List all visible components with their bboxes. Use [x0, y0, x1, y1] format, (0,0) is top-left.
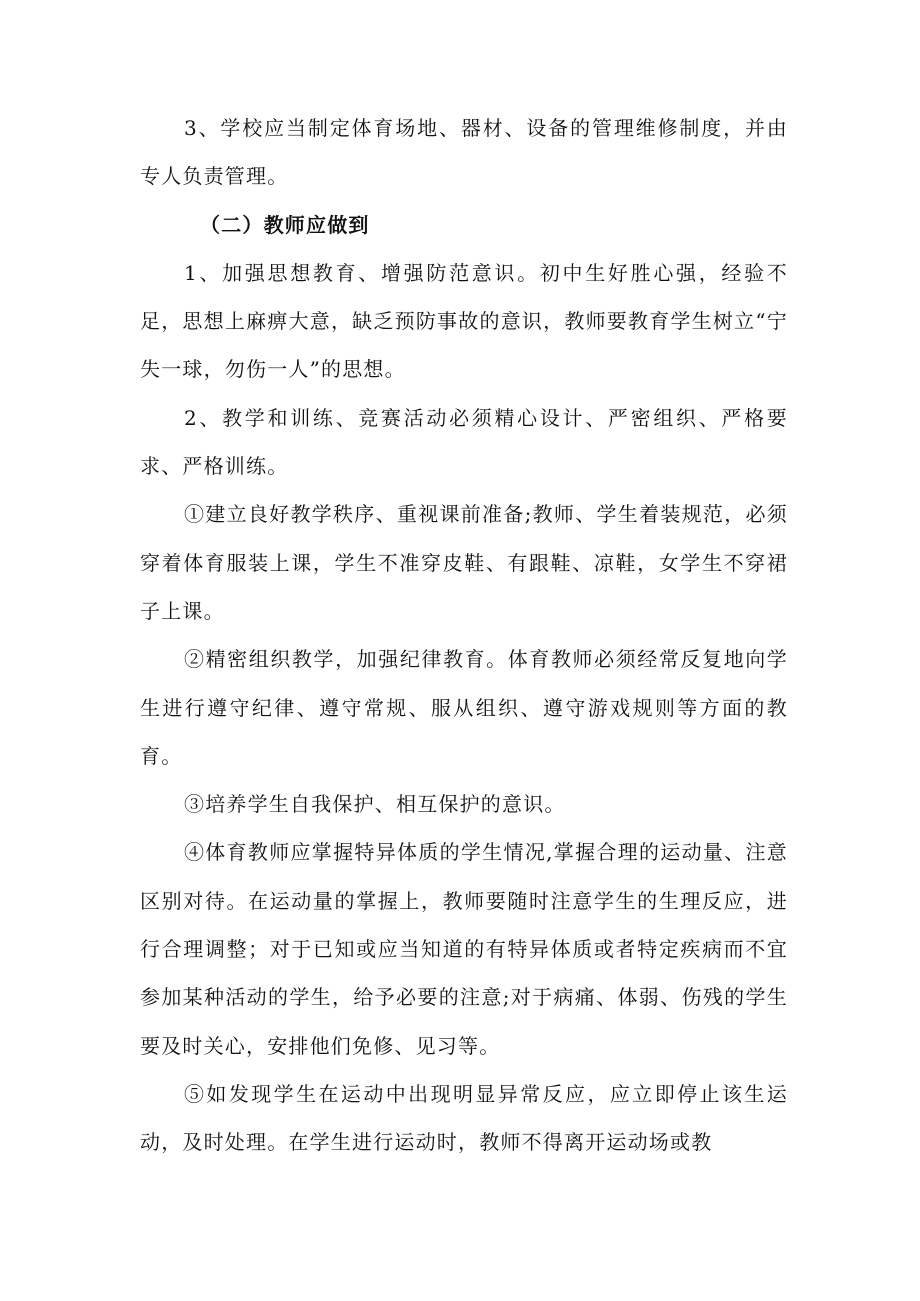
paragraph-item-5-abnormal-reaction: ⑤如发现学生在运动中出现明显异常反应，应立即停止该生运动，及时处理。在学生进行运动时，教师不得离开运动场或教: [140, 1081, 788, 1155]
paragraph-safety-awareness: 1、加强思想教育、增强防范意识。初中生好胜心强，经验不足，思想上麻痹大意，缺乏预防事故的意识，教师要教育学生树立“宁失一球，勿伤一人”的思想。: [140, 260, 788, 382]
paragraph-teaching-organization: 2、教学和训练、竞赛活动必须精心设计、严密组织、严格要求、严格训练。: [140, 405, 788, 479]
paragraph-item-4-special-physique: ④体育教师应掌握特异体质的学生情况,掌握合理的运动量、注意区别对待。在运动量的掌握上，教师要随时注意学生的生理反应，进行合理调整；对于已知或应当知道的有特异体质或者特定疾病而不宜参加某种活动的学生，给予必要的注意;对于病痛、体弱、伤残的学生要及时关心，安排他们免修、见习等。: [140, 840, 788, 1058]
document-page: [140, 104, 788, 1167]
paragraph-item-2-discipline: ②精密组织教学，加强纪律教育。体育教师必须经常反复地向学生进行遵守纪律、遵守常规、服从组织、遵守游戏规则等方面的教育。: [140, 647, 788, 768]
paragraph-item-1-order: ①建立良好教学秩序、重视课前准备;教师、学生着装规范，必须穿着体育服装上课，学生不准穿皮鞋、有跟鞋、凉鞋，女学生不穿裙子上课。: [140, 502, 788, 623]
section-heading-teachers: （二）教师应做到: [200, 212, 370, 237]
paragraph-item-3-protection: ③培养学生自我保护、相互保护的意识。: [184, 792, 566, 817]
paragraph-facility-management: 3、学校应当制定体育场地、器材、设备的管理维修制度，并由专人负责管理。: [140, 116, 788, 189]
